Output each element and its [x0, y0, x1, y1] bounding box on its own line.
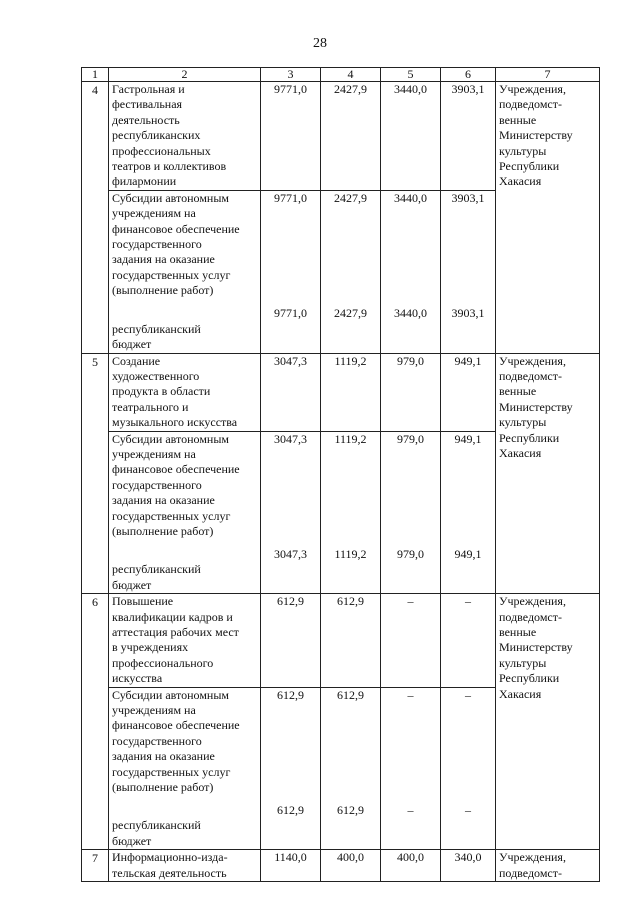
value-year2: 979,0 [381, 353, 441, 431]
row-number: 5 [82, 353, 109, 594]
table-row [82, 850, 600, 882]
header-cell: 1 [82, 68, 109, 82]
activity-name: Повышение квалификации кадров и аттестация рабочих мест в учреждениях профессионального искусства [109, 594, 261, 687]
header-row [82, 68, 600, 82]
subsidy-values-year2: 979,0 979,0 [381, 431, 441, 594]
executor: Учреждения, подведомст- [496, 850, 600, 882]
subsidy-block: Субсидии автономным учреждениям на финансовое обеспечение государственного задания на оказание государственных услуг (выполнение работ) республиканский бюджет [109, 687, 261, 850]
subsidy-values-year3: – – [441, 687, 496, 850]
subsidy-values-year1: 1119,2 1119,2 [321, 431, 381, 594]
row-number: 4 [82, 82, 109, 354]
header-cell: 3 [261, 68, 321, 82]
activity-name: Создание художественного продукта в области театрального и музыкального искусства [109, 353, 261, 431]
subsidy-values-year2: – – [381, 687, 441, 850]
value-year2: 400,0 [381, 850, 441, 882]
value-total: 612,9 [261, 594, 321, 687]
executor: Учреждения, подведомст- венные Министерству культуры Республики Хакасия [496, 82, 600, 354]
value-year3: 3903,1 [441, 82, 496, 191]
value-year1: 612,9 [321, 594, 381, 687]
value-year1: 1119,2 [321, 353, 381, 431]
header-cell: 2 [109, 68, 261, 82]
activity-name: Информационно-изда- тельская деятельность [109, 850, 261, 882]
row-number: 7 [82, 850, 109, 882]
subsidy-block: Субсидии автономным учреждениям на финансовое обеспечение государственного задания на оказание государственных услуг (выполнение работ) республиканский бюджет [109, 431, 261, 594]
subsidy-values-total: 3047,3 3047,3 [261, 431, 321, 594]
value-year2: – [381, 594, 441, 687]
table-row [82, 82, 600, 191]
subsidy-values-year2: 3440,0 3440,0 [381, 190, 441, 353]
executor: Учреждения, подведомст- венные Министерству культуры Республики Хакасия [496, 594, 600, 850]
table-row [82, 594, 600, 687]
subsidy-values-total: 612,9 612,9 [261, 687, 321, 850]
value-year3: – [441, 594, 496, 687]
header-cell: 7 [496, 68, 600, 82]
value-year1: 400,0 [321, 850, 381, 882]
subsidy-values-year3: 949,1 949,1 [441, 431, 496, 594]
value-total: 3047,3 [261, 353, 321, 431]
subsidy-block: Субсидии автономным учреждениям на финансовое обеспечение государственного задания на оказание государственных услуг (выполнение работ) республиканский бюджет [109, 190, 261, 353]
value-year1: 2427,9 [321, 82, 381, 191]
subsidy-values-year1: 612,9 612,9 [321, 687, 381, 850]
value-year3: 340,0 [441, 850, 496, 882]
activity-name: Гастрольная и фестивальная деятельность республиканских профессиональных театров и коллективов филармонии [109, 82, 261, 191]
value-total: 9771,0 [261, 82, 321, 191]
page-number: 28 [313, 36, 327, 51]
value-year2: 3440,0 [381, 82, 441, 191]
program-table [81, 67, 600, 882]
table-row [82, 353, 600, 431]
subsidy-values-year3: 3903,1 3903,1 [441, 190, 496, 353]
header-cell: 5 [381, 68, 441, 82]
header-cell: 4 [321, 68, 381, 82]
row-number: 6 [82, 594, 109, 850]
value-total: 1140,0 [261, 850, 321, 882]
header-cell: 6 [441, 68, 496, 82]
subsidy-values-year1: 2427,9 2427,9 [321, 190, 381, 353]
subsidy-values-total: 9771,0 9771,0 [261, 190, 321, 353]
executor: Учреждения, подведомст- венные Министерству культуры Республики Хакасия [496, 353, 600, 594]
value-year3: 949,1 [441, 353, 496, 431]
